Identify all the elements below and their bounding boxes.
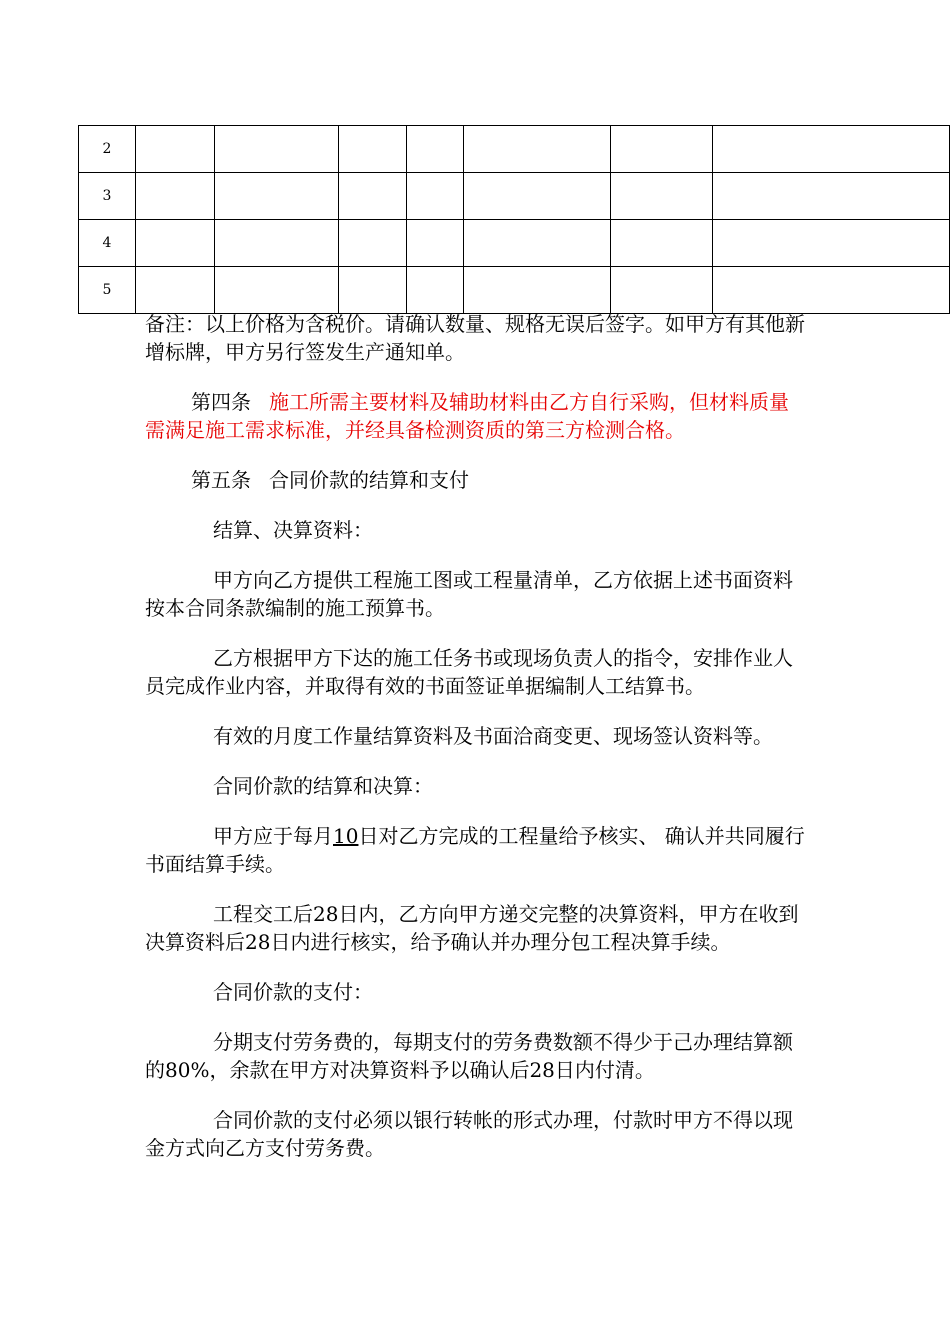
table-row bbox=[79, 220, 950, 267]
table-cell bbox=[215, 173, 339, 220]
remark-note: 备注：以上价格为含税价。请确认数量、规格无误后签字。如甲方有其他新增标牌，甲方另行签发生产通知单。 bbox=[145, 312, 805, 364]
table-cell bbox=[215, 126, 339, 173]
section-payment: 合同价款的支付： bbox=[213, 980, 373, 1004]
paragraph-installment-payment: 分期支付劳务费的，每期支付的劳务费数额不得少于己办理结算额的80%，余款在甲方对决算资料予以确认后28日内付清。 bbox=[145, 1030, 793, 1082]
table-cell bbox=[136, 173, 215, 220]
table-cell bbox=[407, 267, 464, 314]
table-cell bbox=[464, 126, 611, 173]
section-settlement: 合同价款的结算和决算： bbox=[213, 774, 433, 798]
table-cell bbox=[407, 126, 464, 173]
table-cell bbox=[713, 267, 950, 314]
table-cell bbox=[611, 173, 713, 220]
table-row bbox=[79, 267, 950, 314]
table-cell bbox=[215, 267, 339, 314]
article-5-title: 合同价款的结算和支付 bbox=[269, 468, 469, 492]
paragraph-final-accounts: 工程交工后28日内，乙方向甲方递交完整的决算资料，甲方在收到决算资料后28日内进行核实，给予确认并办理分包工程决算手续。 bbox=[145, 902, 799, 954]
price-table bbox=[78, 125, 950, 314]
table-cell bbox=[136, 267, 215, 314]
table-cell bbox=[339, 267, 407, 314]
paragraph-construction-drawings: 甲方向乙方提供工程施工图或工程量清单，乙方依据上述书面资料按本合同条款编制的施工预算书。 bbox=[145, 568, 793, 620]
article-4-label: 第四条 bbox=[191, 390, 251, 414]
table-cell bbox=[713, 126, 950, 173]
table-cell bbox=[136, 126, 215, 173]
table-cell bbox=[611, 220, 713, 267]
settlement-day: 10 bbox=[333, 824, 359, 848]
paragraph-monthly-workload: 有效的月度工作量结算资料及书面洽商变更、现场签认资料等。 bbox=[213, 724, 773, 748]
contract-text bbox=[145, 310, 805, 1184]
table-cell bbox=[339, 173, 407, 220]
row-number: 3 bbox=[79, 173, 136, 220]
table-cell bbox=[339, 126, 407, 173]
row-number: 4 bbox=[79, 220, 136, 267]
table-cell bbox=[407, 220, 464, 267]
row-number: 2 bbox=[79, 126, 136, 173]
table-cell bbox=[464, 173, 611, 220]
table-cell bbox=[611, 126, 713, 173]
paragraph-bank-transfer: 合同价款的支付必须以银行转帐的形式办理，付款时甲方不得以现金方式向乙方支付劳务费。 bbox=[145, 1108, 793, 1160]
article-5 bbox=[145, 466, 805, 494]
table-cell bbox=[215, 220, 339, 267]
table-cell bbox=[713, 220, 950, 267]
paragraph-monthly-verification bbox=[145, 822, 805, 878]
article-4 bbox=[145, 388, 805, 444]
paragraph-labor-settlement: 乙方根据甲方下达的施工任务书或现场负责人的指令，安排作业人员完成作业内容，并取得有效的书面签证单据编制人工结算书。 bbox=[145, 646, 793, 698]
table-cell bbox=[464, 267, 611, 314]
table-cell bbox=[407, 173, 464, 220]
para-4-before: 甲方应于每月 bbox=[213, 824, 333, 848]
table-cell bbox=[611, 267, 713, 314]
table-row bbox=[79, 126, 950, 173]
article-5-label: 第五条 bbox=[191, 468, 251, 492]
row-number: 5 bbox=[79, 267, 136, 314]
table-cell bbox=[136, 220, 215, 267]
table-cell bbox=[713, 173, 950, 220]
article-4-text: 施工所需主要材料及辅助材料由乙方自行采购，但材料质量需满足施工需求标准，并经具备检测资质的第三方检测合格。 bbox=[145, 390, 789, 442]
table-cell bbox=[464, 220, 611, 267]
price-table-body bbox=[79, 126, 950, 314]
section-settlement-docs: 结算、决算资料： bbox=[213, 518, 373, 542]
table-row bbox=[79, 173, 950, 220]
table-cell bbox=[339, 220, 407, 267]
para-4-after: 日对乙方完成的工程量给予核实、 确认并共同履行书面结算手续。 bbox=[145, 824, 805, 876]
